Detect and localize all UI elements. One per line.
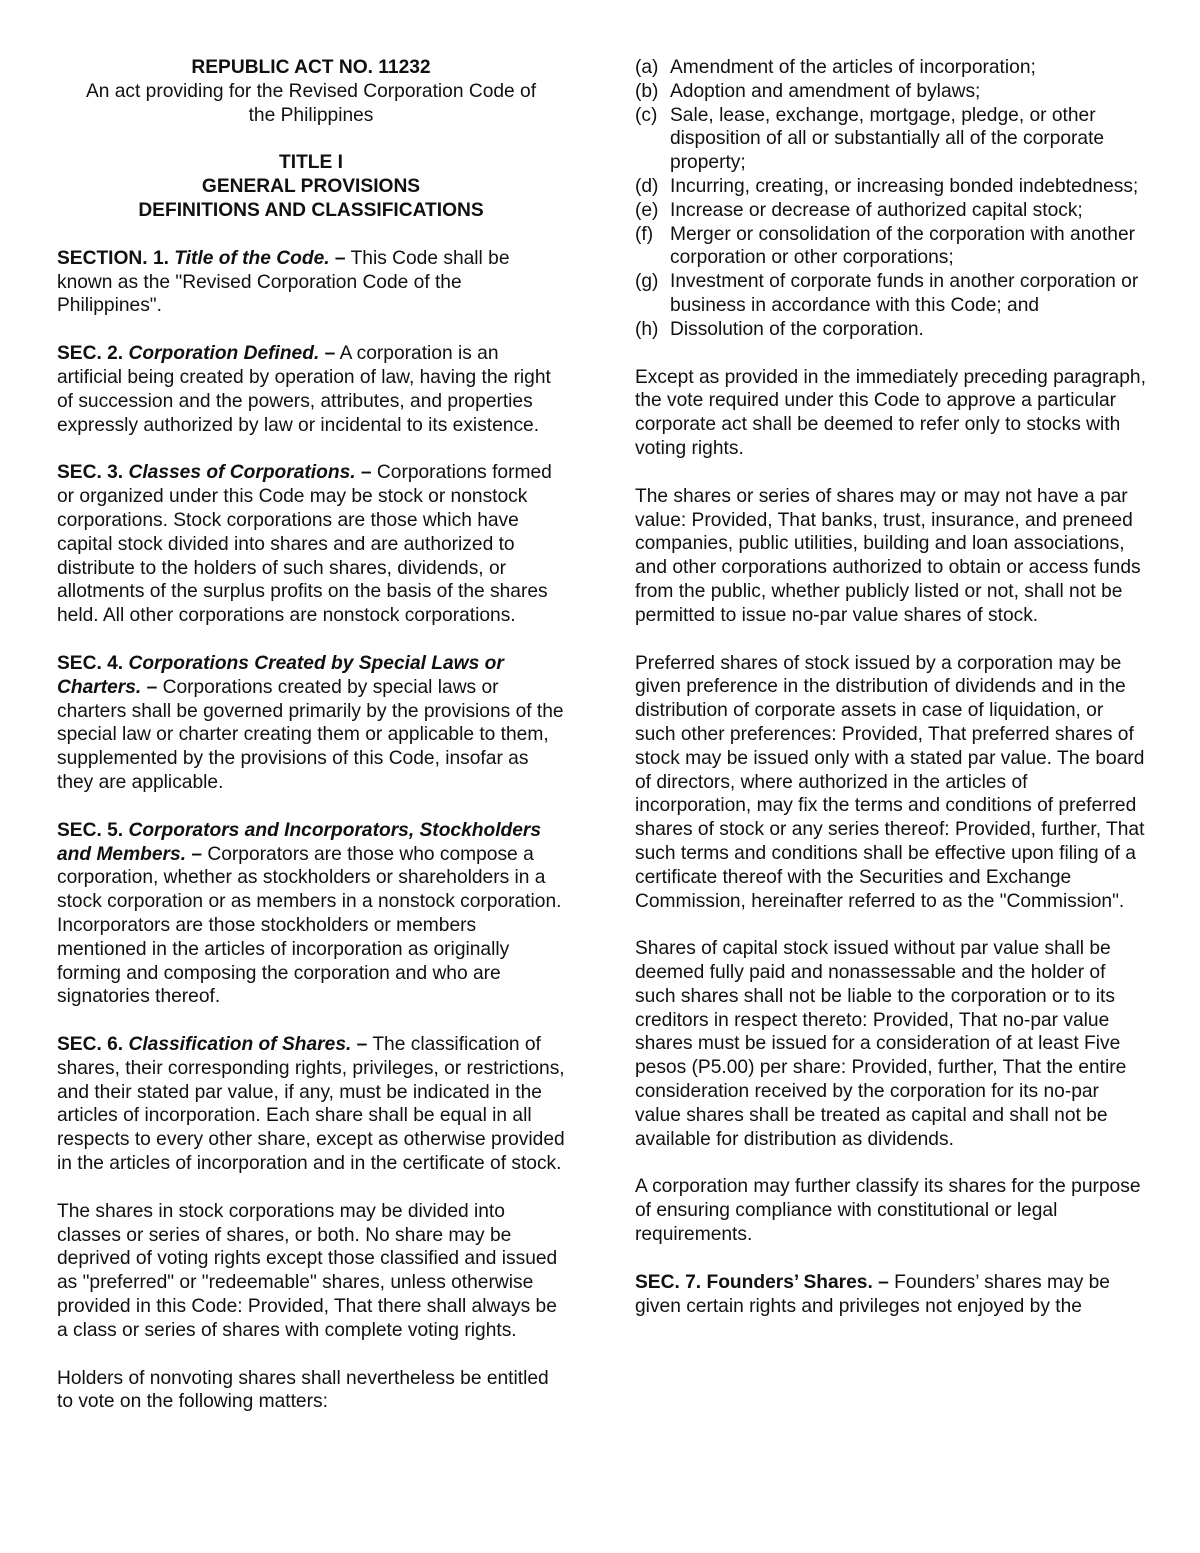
title-line-3: DEFINITIONS AND CLASSIFICATIONS (138, 199, 484, 221)
list-item-text: Dissolution of the corporation. (670, 318, 924, 340)
section-3-label: SEC. 3. (57, 462, 124, 484)
section-7 (635, 1271, 1147, 1319)
nonvoting-matters-list (635, 56, 1147, 342)
section-6-paragraph-4: Except as provided in the immediately preceding paragraph, the vote required under this Code to approve a particular corporate act shall be deemed to refer only to stocks with voting rights. (635, 366, 1146, 459)
section-2-label: SEC. 2. (57, 343, 124, 365)
section-1-body: This Code shall be known as the "Revised Corporation Code of the Philippines". (57, 247, 510, 317)
list-item-label: (g) (635, 271, 659, 293)
section-6-label: SEC. 6. (57, 1034, 124, 1056)
list-item (635, 199, 1147, 223)
section-3 (57, 461, 565, 628)
section-6-paragraph-3: Holders of nonvoting shares shall nevertheless be entitled to vote on the following matters: (57, 1367, 549, 1413)
section-2 (57, 342, 565, 437)
section-6-dash: – (351, 1034, 368, 1056)
list-item (635, 223, 1147, 271)
section-3-dash: – (355, 462, 372, 484)
section-7-label: SEC. 7. (635, 1271, 702, 1293)
list-item-label: (c) (635, 104, 658, 126)
section-6-title: Classification of Shares. (128, 1034, 352, 1056)
section-2-title: Corporation Defined. (128, 343, 320, 365)
act-header (57, 56, 565, 127)
section-5-body: Corporators are those who compose a corporation, whether as stockholders or shareholders in a stock corporation or as members in a nonstock corporation. Incorporators are those stockholders or members mentioned in the articles of incorporation as originally forming and composing the corporation and who are signatories thereof. (57, 843, 562, 1008)
section-6-paragraph-2: The shares in stock corporations may be divided into classes or series of shares, or both. No share may be deprived of voting rights except those classified and issued as "preferred" or "redeemable" shares, unless otherwise provided in this Code: Provided, That there shall always be a class or series of shares with complete voting rights. (57, 1200, 558, 1341)
section-6-paragraph-5: The shares or series of shares may or may not have a par value: Provided, That banks, trust, insurance, and preneed companies, public utilities, building and loan associations, and other corporations authorized to obtain or access funds from the public, whether publicly listed or not, shall not be permitted to issue no-par value shares of stock. (635, 485, 1141, 626)
section-3-title: Classes of Corporations. (128, 462, 356, 484)
list-item-text: Merger or consolidation of the corporation with another corporation or other corporations; (670, 223, 1136, 269)
list-item (635, 175, 1147, 199)
list-item-label: (e) (635, 199, 659, 221)
section-4-body: Corporations created by special laws or charters shall be governed primarily by the provisions of the special law or charter creating them or applicable to them, supplemented by the provisions of this Code, insofar as they are applicable. (57, 676, 564, 793)
list-item-text: Adoption and amendment of bylaws; (670, 80, 981, 102)
list-item-label: (a) (635, 57, 659, 78)
list-item-text: Amendment of the articles of incorporation; (670, 57, 1036, 78)
act-number: REPUBLIC ACT NO. 11232 (191, 57, 431, 78)
section-4-title: Corporations Created by Special Laws or Charters. (57, 652, 504, 698)
section-6 (57, 1033, 565, 1176)
section-1-dash: – (329, 247, 346, 269)
list-item (635, 56, 1147, 80)
section-2-body: A corporation is an artificial being created by operation of law, having the right of succession and the powers, attributes, and properties expressly authorized by law or incidental to its existence. (57, 343, 551, 436)
section-6-paragraph-7: Shares of capital stock issued without par value shall be deemed fully paid and nonassessable and the holder of such shares shall not be liable to the corporation or to its creditors in respect thereto: Provided, That no-par value shares must be issued for a consideration of at least Five pesos (P5.00) per share: Provided, further, That the entire consideration received by the corporation for its no-par value shares shall be treated as capital and shall not be available for distribution as dividends. (635, 938, 1127, 1150)
list-item-text: Sale, lease, exchange, mortgage, pledge, or other disposition of all or substantially all of the corporate property; (670, 104, 1105, 174)
section-5-label: SEC. 5. (57, 819, 124, 841)
section-6-paragraph-8: A corporation may further classify its shares for the purpose of ensuring compliance with constitutional or legal requirements. (635, 1176, 1141, 1246)
section-2-dash: – (319, 343, 336, 365)
list-item (635, 80, 1147, 104)
list-item-label: (h) (635, 318, 659, 340)
section-5-title: Corporators and Incorporators, Stockholders and Members. (57, 819, 542, 865)
act-subtitle-line-2: the Philippines (248, 104, 374, 126)
list-item-label: (b) (635, 80, 659, 102)
section-1 (57, 247, 565, 318)
list-item-text: Increase or decrease of authorized capital stock; (670, 199, 1083, 221)
list-item-label: (d) (635, 175, 659, 197)
list-item-text: Incurring, creating, or increasing bonded indebtedness; (670, 175, 1139, 197)
list-item-label: (f) (635, 223, 654, 245)
act-subtitle-line-1: An act providing for the Revised Corporation Code of (85, 80, 537, 102)
section-5-dash: – (186, 843, 203, 865)
list-item (635, 104, 1147, 175)
right-column (635, 56, 1147, 1318)
section-5 (57, 819, 565, 1009)
section-6-paragraph-6: Preferred shares of stock issued by a corporation may be given preference in the distribution of dividends and in the distribution of corporate assets in case of liquidation, or such other preferences: Provided, That preferred shares of stock may be issued only with a stated par value. The board of directors, where authorized in the articles of incorporation, may fix the terms and conditions of preferred shares of stock or any series thereof: Provided, further, That such terms and conditions shall be effective upon filing of a certificate thereof with the Securities and Exchange Commission, hereinafter referred to as the "Commission". (635, 652, 1145, 912)
section-7-dash: – (872, 1271, 889, 1293)
section-1-label: SECTION. 1. (57, 247, 169, 269)
section-6-body: The classification of shares, their corresponding rights, privileges, or restrictions, and their stated par value, if any, must be indicated in the articles of incorporation. Each share shall be equal in all respects to every other share, except as otherwise provided in the articles of incorporation and in the certificate of stock. (57, 1034, 565, 1175)
list-item (635, 270, 1147, 318)
section-3-body: Corporations formed or organized under this Code may be stock or nonstock corporations. Stock corporations are those which have capital stock divided into shares and are authorized to distribute to the holders of such shares, dividends, or allotments of the surplus profits on the basis of the shares held. All other corporations are nonstock corporations. (57, 462, 552, 627)
section-4-dash: – (141, 676, 158, 698)
list-item-text: Investment of corporate funds in another corporation or business in accordance with this Code; and (670, 271, 1139, 316)
section-7-title: Founders’ Shares. (706, 1271, 873, 1293)
title-line-2: GENERAL PROVISIONS (201, 176, 421, 198)
title-line-1: TITLE I (279, 152, 343, 174)
section-4 (57, 652, 565, 795)
title-block (57, 151, 565, 222)
section-4-label: SEC. 4. (57, 652, 124, 674)
left-column (57, 56, 565, 1414)
section-1-title: Title of the Code. (174, 247, 330, 269)
list-item (635, 318, 1147, 342)
section-7-body: Founders’ shares may be given certain rights and privileges not enjoyed by the (635, 1271, 1110, 1317)
